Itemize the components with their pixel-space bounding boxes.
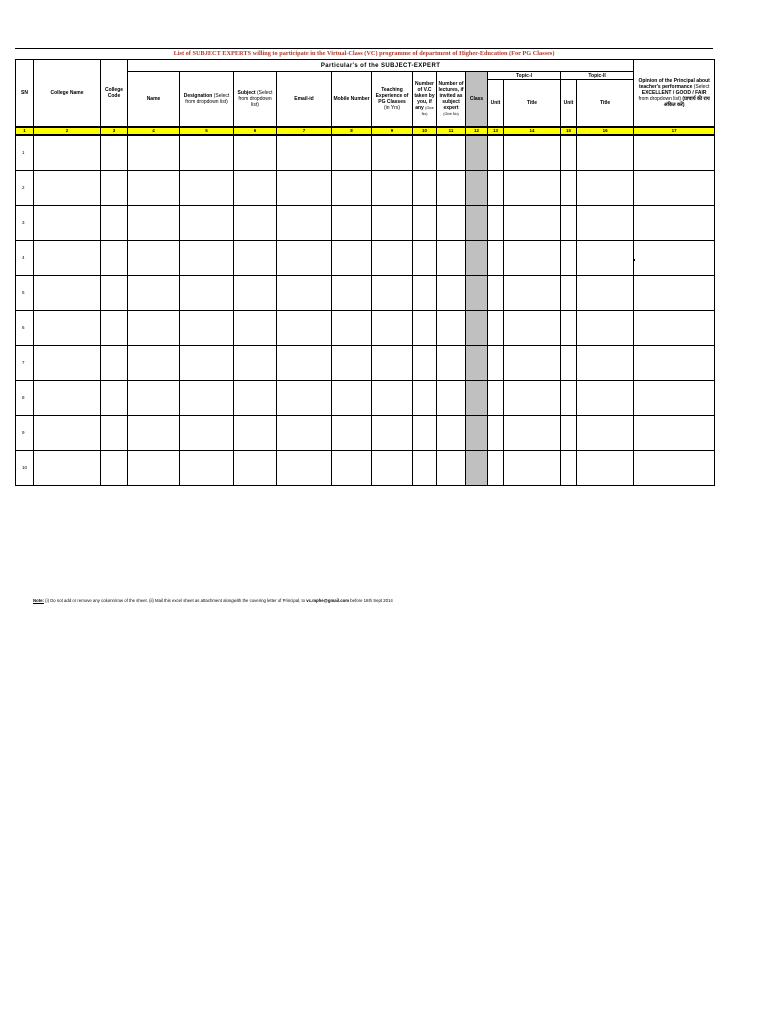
table-cell[interactable] <box>332 346 372 381</box>
table-cell[interactable] <box>180 171 234 206</box>
table-cell[interactable] <box>634 276 715 311</box>
table-cell[interactable] <box>466 416 488 451</box>
table-cell[interactable] <box>34 171 101 206</box>
header-sn: SN <box>16 60 34 128</box>
table-cell[interactable] <box>577 451 634 486</box>
header-subject <box>234 72 277 128</box>
table-cell[interactable] <box>437 276 466 311</box>
table-cell[interactable] <box>128 206 180 241</box>
table-cell[interactable] <box>372 171 413 206</box>
table-cell[interactable] <box>466 241 488 276</box>
header-topic-2: Topic-II <box>561 72 634 80</box>
table-cell[interactable] <box>504 171 561 206</box>
header-topic1-unit: Unit <box>488 80 504 128</box>
lectures-label: Number of lectures, if invited as subject expert <box>438 81 464 111</box>
table-cell[interactable] <box>101 381 128 416</box>
table-cell[interactable] <box>488 206 504 241</box>
row-serial-number: 7 <box>16 346 34 381</box>
table-cell[interactable] <box>277 416 332 451</box>
table-cell[interactable] <box>372 451 413 486</box>
table-cell[interactable] <box>413 135 437 171</box>
stray-mark <box>633 259 635 261</box>
row-serial-number: 10 <box>16 451 34 486</box>
header-email: Email-id <box>277 72 332 128</box>
table-cell[interactable] <box>128 346 180 381</box>
table-cell[interactable] <box>101 451 128 486</box>
table-cell[interactable] <box>437 171 466 206</box>
row-serial-number: 8 <box>16 381 34 416</box>
table-cell[interactable] <box>332 451 372 486</box>
table-cell[interactable] <box>180 416 234 451</box>
column-number-cell: 12 <box>466 127 488 135</box>
teaching-label: Teaching Experience of PG Classes <box>375 87 409 105</box>
table-cell[interactable] <box>577 311 634 346</box>
table-cell[interactable] <box>34 241 101 276</box>
table-cell[interactable] <box>277 206 332 241</box>
table-cell[interactable] <box>372 276 413 311</box>
column-number-cell: 7 <box>277 127 332 135</box>
table-cell[interactable] <box>34 346 101 381</box>
header-college-name: College Name <box>34 60 101 128</box>
subject-hint: (Select from dropdown list) <box>238 90 273 108</box>
column-number-cell: 16 <box>577 127 634 135</box>
table-row <box>16 276 715 311</box>
column-number-cell: 6 <box>234 127 277 135</box>
table-cell[interactable] <box>332 241 372 276</box>
table-cell[interactable] <box>634 416 715 451</box>
table-cell[interactable] <box>128 135 180 171</box>
table-cell[interactable] <box>277 381 332 416</box>
header-teaching-experience <box>372 72 413 128</box>
table-cell[interactable] <box>634 206 715 241</box>
table-cell[interactable] <box>234 416 277 451</box>
column-number-cell: 14 <box>504 127 561 135</box>
table-cell[interactable] <box>577 381 634 416</box>
table-cell[interactable] <box>634 451 715 486</box>
table-cell[interactable] <box>234 241 277 276</box>
table-cell[interactable] <box>561 135 577 171</box>
table-cell[interactable] <box>488 171 504 206</box>
table-cell[interactable] <box>180 276 234 311</box>
opinion-options: EXCELLENT / GOOD / FAIR <box>641 90 707 96</box>
table-cell[interactable] <box>180 381 234 416</box>
column-number-cell: 17 <box>634 127 715 135</box>
table-cell[interactable] <box>466 171 488 206</box>
header-row-particulars <box>16 60 715 72</box>
table-cell[interactable] <box>577 346 634 381</box>
column-number-cell: 9 <box>372 127 413 135</box>
table-cell[interactable] <box>561 346 577 381</box>
table-cell[interactable] <box>561 206 577 241</box>
table-cell[interactable] <box>277 276 332 311</box>
table-cell[interactable] <box>634 135 715 171</box>
table-cell[interactable] <box>634 381 715 416</box>
table-cell[interactable] <box>488 311 504 346</box>
table-cell[interactable] <box>128 416 180 451</box>
table-cell[interactable] <box>561 451 577 486</box>
table-cell[interactable] <box>466 451 488 486</box>
column-number-cell: 8 <box>332 127 372 135</box>
table-cell[interactable] <box>101 346 128 381</box>
table-cell[interactable] <box>332 135 372 171</box>
table-cell[interactable] <box>561 276 577 311</box>
table-row <box>16 241 715 276</box>
header-topic2-unit: Unit <box>561 80 577 128</box>
table-cell[interactable] <box>488 346 504 381</box>
table-cell[interactable] <box>466 135 488 171</box>
table-cell[interactable] <box>466 276 488 311</box>
subject-experts-table <box>15 59 715 486</box>
table-cell[interactable] <box>504 135 561 171</box>
row-serial-number: 5 <box>16 276 34 311</box>
table-cell[interactable] <box>332 311 372 346</box>
table-cell[interactable] <box>128 241 180 276</box>
table-cell[interactable] <box>180 206 234 241</box>
table-row <box>16 381 715 416</box>
table-cell[interactable] <box>101 135 128 171</box>
table-cell[interactable] <box>234 206 277 241</box>
header-college-code: College Code <box>101 60 128 128</box>
table-cell[interactable] <box>504 206 561 241</box>
table-cell[interactable] <box>437 135 466 171</box>
table-cell[interactable] <box>128 451 180 486</box>
table-cell[interactable] <box>634 346 715 381</box>
table-cell[interactable] <box>413 241 437 276</box>
column-number-cell: 10 <box>413 127 437 135</box>
table-cell[interactable] <box>413 381 437 416</box>
table-row <box>16 416 715 451</box>
table-cell[interactable] <box>634 241 715 276</box>
table-cell[interactable] <box>128 276 180 311</box>
table-row <box>16 171 715 206</box>
table-cell[interactable] <box>34 276 101 311</box>
table-cell[interactable] <box>437 311 466 346</box>
table-cell[interactable] <box>128 311 180 346</box>
table-cell[interactable] <box>504 276 561 311</box>
table-cell[interactable] <box>234 276 277 311</box>
designation-hint: (Select from dropdown list) <box>185 93 230 105</box>
row-serial-number: 2 <box>16 171 34 206</box>
table-cell[interactable] <box>180 241 234 276</box>
table-cell[interactable] <box>413 276 437 311</box>
table-cell[interactable] <box>372 381 413 416</box>
table-cell[interactable] <box>488 451 504 486</box>
table-cell[interactable] <box>34 381 101 416</box>
table-cell[interactable] <box>577 276 634 311</box>
table-cell[interactable] <box>466 381 488 416</box>
table-cell[interactable] <box>413 206 437 241</box>
table-cell[interactable] <box>561 311 577 346</box>
table-cell[interactable] <box>277 241 332 276</box>
row-serial-number: 3 <box>16 206 34 241</box>
header-designation <box>180 72 234 128</box>
column-number-cell: 2 <box>34 127 101 135</box>
table-cell[interactable] <box>372 241 413 276</box>
header-name: Name <box>128 72 180 128</box>
opinion-hindi: (प्राचार्य की राय अंकित करें) <box>663 96 710 108</box>
subject-label: Subject <box>237 90 256 96</box>
table-cell[interactable] <box>561 416 577 451</box>
table-cell[interactable] <box>437 241 466 276</box>
opinion-dropdown-text: from dropdown list) <box>638 96 682 102</box>
table-cell[interactable] <box>466 311 488 346</box>
table-cell[interactable] <box>234 451 277 486</box>
table-cell[interactable] <box>372 311 413 346</box>
table-cell[interactable] <box>234 346 277 381</box>
row-serial-number: 4 <box>16 241 34 276</box>
table-cell[interactable] <box>413 346 437 381</box>
row-serial-number: 6 <box>16 311 34 346</box>
column-number-cell: 1 <box>16 127 34 135</box>
column-number-row <box>16 127 715 135</box>
table-cell[interactable] <box>372 135 413 171</box>
table-cell[interactable] <box>234 171 277 206</box>
table-cell[interactable] <box>577 416 634 451</box>
header-class: Class <box>466 72 488 128</box>
sheet-title: List of SUBJECT EXPERTS willing to participate in the Virtual-Class (VC) programme of department of Higher-Education (For PG Classes) <box>173 50 555 57</box>
header-topic2-title: Title <box>577 80 634 128</box>
table-cell[interactable] <box>101 171 128 206</box>
table-cell[interactable] <box>437 416 466 451</box>
column-number-cell: 13 <box>488 127 504 135</box>
note-email: vc.mphe@gmail.com <box>306 598 350 603</box>
column-number-cell: 15 <box>561 127 577 135</box>
table-cell[interactable] <box>413 171 437 206</box>
opinion-select-text: (Select <box>693 84 710 90</box>
table-cell[interactable] <box>488 416 504 451</box>
table-cell[interactable] <box>180 346 234 381</box>
table-cell[interactable] <box>634 311 715 346</box>
table-cell[interactable] <box>372 346 413 381</box>
row-serial-number: 9 <box>16 416 34 451</box>
table-cell[interactable] <box>234 135 277 171</box>
column-number-cell: 11 <box>437 127 466 135</box>
table-cell[interactable] <box>101 276 128 311</box>
designation-label: Designation <box>183 93 213 99</box>
table-cell[interactable] <box>577 171 634 206</box>
header-lectures <box>437 72 466 128</box>
table-cell[interactable] <box>488 381 504 416</box>
header-mobile: Mobile Number <box>332 72 372 128</box>
table-row <box>16 311 715 346</box>
table-cell[interactable] <box>34 311 101 346</box>
table-cell[interactable] <box>332 416 372 451</box>
table-cell[interactable] <box>488 241 504 276</box>
table-cell[interactable] <box>180 135 234 171</box>
header-topic-1: Topic-I <box>488 72 561 80</box>
table-cell[interactable] <box>277 451 332 486</box>
table-cell[interactable] <box>466 206 488 241</box>
lectures-hint: (Give No) <box>443 112 459 116</box>
table-cell[interactable] <box>332 381 372 416</box>
table-cell[interactable] <box>413 451 437 486</box>
table-cell[interactable] <box>332 276 372 311</box>
table-cell[interactable] <box>466 346 488 381</box>
table-cell[interactable] <box>234 311 277 346</box>
table-cell[interactable] <box>561 381 577 416</box>
table-cell[interactable] <box>34 135 101 171</box>
table-cell[interactable] <box>504 381 561 416</box>
table-cell[interactable] <box>437 381 466 416</box>
row-serial-number: 1 <box>16 135 34 171</box>
header-opinion <box>634 60 715 128</box>
table-cell[interactable] <box>372 416 413 451</box>
table-cell[interactable] <box>234 381 277 416</box>
table-cell[interactable] <box>561 241 577 276</box>
table-row <box>16 135 715 171</box>
footer-note <box>33 598 393 604</box>
header-particulars: Particular's of the SUBJECT-EXPERT <box>128 60 634 72</box>
table-cell[interactable] <box>128 381 180 416</box>
table-cell[interactable] <box>101 311 128 346</box>
header-topic1-title: Title <box>504 80 561 128</box>
table-cell[interactable] <box>504 346 561 381</box>
table-cell[interactable] <box>488 135 504 171</box>
table-cell[interactable] <box>372 206 413 241</box>
table-cell[interactable] <box>277 346 332 381</box>
note-text: (i) Do not add or remove any column/row of the sheet. (ii) Mail this excel sheet as attachment alongwith the covering letter of Principal, to <box>43 598 307 603</box>
column-number-cell: 4 <box>128 127 180 135</box>
table-row <box>16 346 715 381</box>
table-cell[interactable] <box>332 206 372 241</box>
table-cell[interactable] <box>180 451 234 486</box>
table-cell[interactable] <box>437 206 466 241</box>
table-cell[interactable] <box>34 206 101 241</box>
table-cell[interactable] <box>180 311 234 346</box>
table-cell[interactable] <box>413 311 437 346</box>
vc-count-label: Number of V.C taken by you, if any <box>414 81 435 111</box>
table-cell[interactable] <box>504 241 561 276</box>
table-cell[interactable] <box>577 241 634 276</box>
table-cell[interactable] <box>577 206 634 241</box>
note-label: Note: <box>33 598 44 603</box>
column-number-cell: 5 <box>180 127 234 135</box>
table-cell[interactable] <box>634 171 715 206</box>
table-cell[interactable] <box>332 171 372 206</box>
table-cell[interactable] <box>504 416 561 451</box>
column-number-cell: 3 <box>101 127 128 135</box>
table-cell[interactable] <box>504 451 561 486</box>
table-cell[interactable] <box>277 171 332 206</box>
vc-count-hint: (Give No) <box>421 106 434 116</box>
table-cell[interactable] <box>277 135 332 171</box>
table-cell[interactable] <box>488 276 504 311</box>
table-cell[interactable] <box>561 171 577 206</box>
table-cell[interactable] <box>101 241 128 276</box>
table-cell[interactable] <box>101 416 128 451</box>
table-cell[interactable] <box>437 346 466 381</box>
table-cell[interactable] <box>101 206 128 241</box>
table-cell[interactable] <box>437 451 466 486</box>
table-cell[interactable] <box>34 416 101 451</box>
opinion-label: Opinion of the Principal about teacher's performance <box>638 78 710 90</box>
table-cell[interactable] <box>277 311 332 346</box>
header-vc-count <box>413 72 437 128</box>
table-cell[interactable] <box>577 135 634 171</box>
table-cell[interactable] <box>128 171 180 206</box>
note-deadline: before 16th Sept 2014 <box>349 598 393 603</box>
table-row <box>16 451 715 486</box>
teaching-unit: (in Yrs) <box>383 105 401 111</box>
table-cell[interactable] <box>504 311 561 346</box>
table-cell[interactable] <box>413 416 437 451</box>
table-cell[interactable] <box>34 451 101 486</box>
table-row <box>16 206 715 241</box>
